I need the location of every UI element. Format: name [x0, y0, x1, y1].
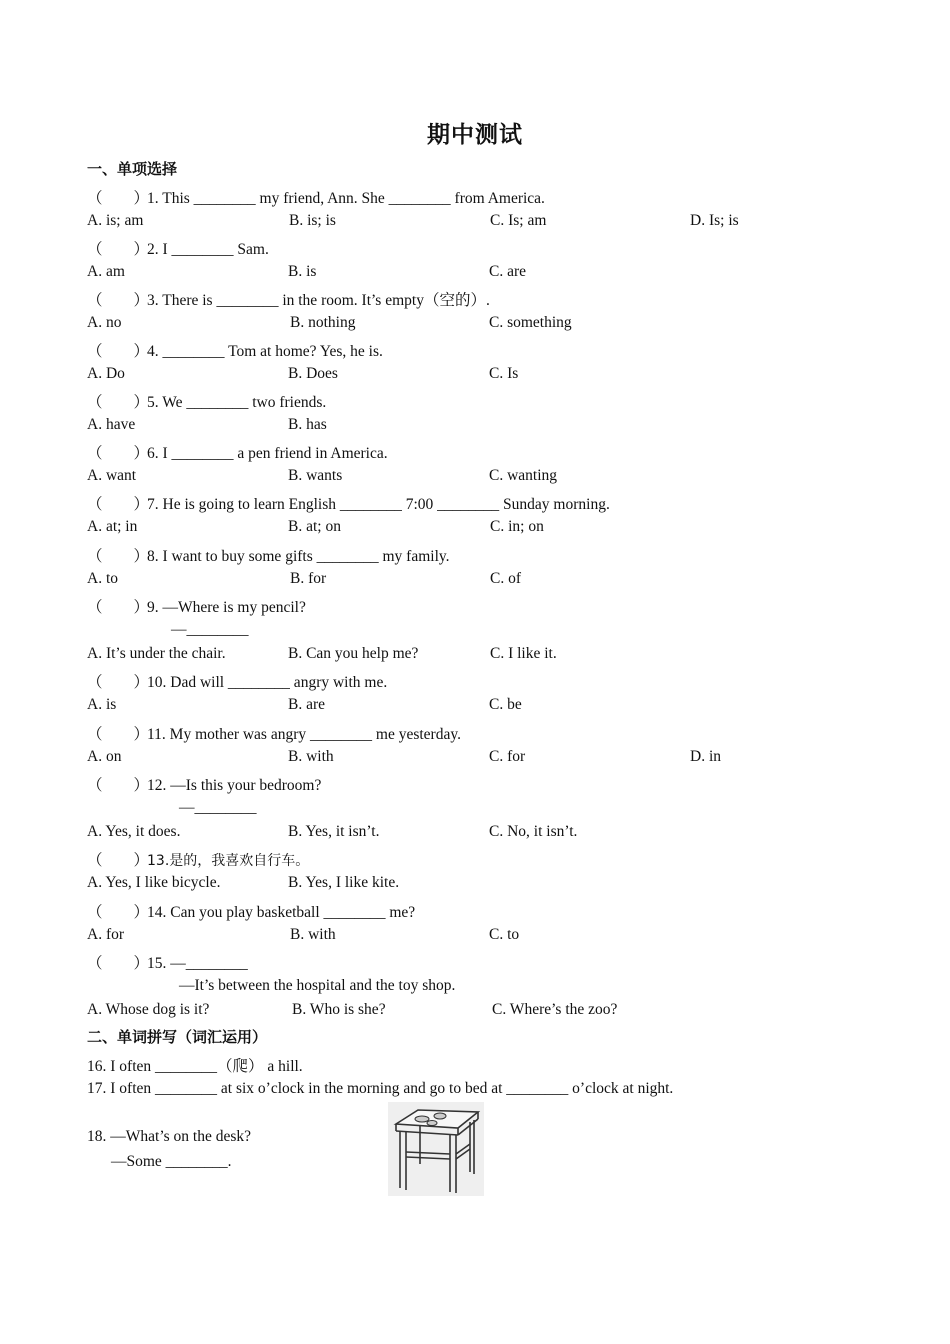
option-d: D. in: [690, 748, 721, 765]
option-b: B. with: [290, 926, 336, 943]
option-b: B. is; is: [289, 212, 336, 229]
question-16: 16. I often ________（爬） a hill.: [87, 1058, 303, 1075]
option-a: A. is; am: [87, 212, 144, 229]
desk-drawing: [388, 1102, 484, 1196]
option-a: A. no: [87, 314, 122, 331]
option-b: B. with: [288, 748, 334, 765]
answer-blank[interactable]: （ ）: [87, 496, 150, 513]
question-6: （ ）6. I ________ a pen friend in America.: [87, 441, 388, 463]
dialogue-line: —It’s between the hospital and the toy shop.: [179, 977, 456, 994]
answer-blank[interactable]: （ ）: [87, 548, 150, 565]
answer-blank[interactable]: （ ）: [87, 726, 150, 743]
question-7: （ ）7. He is going to learn English ________ 7:00 ________ Sunday morning.: [87, 492, 610, 514]
option-a: A. at; in: [87, 518, 138, 535]
option-b: B. Can you help me?: [288, 645, 419, 662]
option-b: B. Does: [288, 365, 338, 382]
question-14: （ ）14. Can you play basketball ________ me?: [87, 900, 415, 922]
option-c: C. something: [489, 314, 572, 331]
question-5: （ ）5. We ________ two friends.: [87, 390, 326, 412]
option-a: A. Do: [87, 365, 125, 382]
option-a: A. want: [87, 467, 137, 484]
answer-blank[interactable]: （ ）: [87, 852, 150, 869]
answer-blank[interactable]: （ ）: [87, 674, 150, 691]
dialogue-line: —Some ________.: [111, 1153, 232, 1170]
answer-blank[interactable]: （ ）: [87, 343, 150, 360]
question-17: 17. I often ________ at six o’clock in the morning and go to bed at ________ o’clock at night.: [87, 1080, 674, 1097]
option-a: A. Whose dog is it?: [87, 1001, 210, 1018]
option-b: B. Yes, I like kite.: [288, 874, 400, 891]
desk-picture: [388, 1102, 484, 1196]
answer-blank[interactable]: （ ）: [87, 599, 150, 616]
question-18: 18. —What’s on the desk?: [87, 1128, 252, 1145]
answer-blank[interactable]: （ ）: [87, 292, 150, 309]
option-a: A. on: [87, 748, 122, 765]
question-15: （ ）15. —________: [87, 951, 248, 973]
question-3: （ ）3. There is ________ in the room. It’s empty（空的）.: [87, 288, 490, 310]
option-a: A. have: [87, 416, 136, 433]
option-a: A. for: [87, 926, 125, 943]
question-11: （ ）11. My mother was angry ________ me yesterday.: [87, 722, 461, 744]
option-c: C. Where’s the zoo?: [492, 1001, 618, 1018]
option-c: C. to: [489, 926, 520, 943]
option-a: A. to: [87, 570, 118, 587]
option-c: C. wanting: [489, 467, 558, 484]
question-12: （ ）12. —Is this your bedroom?: [87, 773, 321, 795]
option-c: C. of: [490, 570, 521, 587]
option-b: B. has: [288, 416, 327, 433]
option-d: D. Is; is: [690, 212, 739, 229]
question-13: （ ）13.是的，我喜欢自行车。: [87, 848, 309, 870]
option-c: C. Is; am: [490, 212, 547, 229]
section-heading-choice: 一、单项选择: [87, 160, 178, 178]
option-b: B. nothing: [290, 314, 356, 331]
question-1: （ ）1. This ________ my friend, Ann. She ________ from America.: [87, 186, 545, 208]
option-c: C. be: [489, 696, 522, 713]
answer-blank[interactable]: （ ）: [87, 904, 150, 921]
question-10: （ ）10. Dad will ________ angry with me.: [87, 670, 387, 692]
option-a: A. Yes, it does.: [87, 823, 181, 840]
answer-blank[interactable]: （ ）: [87, 394, 150, 411]
option-b: B. Yes, it isn’t.: [288, 823, 380, 840]
option-b: B. Who is she?: [292, 1001, 386, 1018]
option-c: C. in; on: [490, 518, 544, 535]
option-b: B. are: [288, 696, 326, 713]
answer-blank[interactable]: （ ）: [87, 955, 150, 972]
section-heading-spelling: 二、单词拼写（词汇运用）: [87, 1028, 268, 1046]
answer-blank[interactable]: （ ）: [87, 241, 150, 258]
question-8: （ ）8. I want to buy some gifts ________ my family.: [87, 544, 450, 566]
option-c: C. are: [489, 263, 527, 280]
option-b: B. is: [288, 263, 317, 280]
option-c: C. Is: [489, 365, 519, 382]
question-9: （ ）9. —Where is my pencil?: [87, 595, 306, 617]
option-c: C. for: [489, 748, 526, 765]
option-c: C. No, it isn’t.: [489, 823, 578, 840]
answer-blank[interactable]: （ ）: [87, 777, 150, 794]
page-title: 期中测试: [427, 122, 523, 148]
question-2: （ ）2. I ________ Sam.: [87, 237, 269, 259]
option-c: C. I like it.: [490, 645, 557, 662]
answer-blank[interactable]: （ ）: [87, 190, 150, 207]
option-b: B. for: [290, 570, 327, 587]
question-4: （ ）4. ________ Tom at home? Yes, he is.: [87, 339, 383, 361]
option-a: A. am: [87, 263, 125, 280]
option-b: B. at; on: [288, 518, 341, 535]
option-a: A. is: [87, 696, 117, 713]
dialogue-line: —________: [179, 799, 257, 816]
answer-blank[interactable]: （ ）: [87, 445, 150, 462]
option-b: B. wants: [288, 467, 343, 484]
dialogue-line: —________: [171, 621, 249, 638]
option-a: A. It’s under the chair.: [87, 645, 226, 662]
option-a: A. Yes, I like bicycle.: [87, 874, 221, 891]
